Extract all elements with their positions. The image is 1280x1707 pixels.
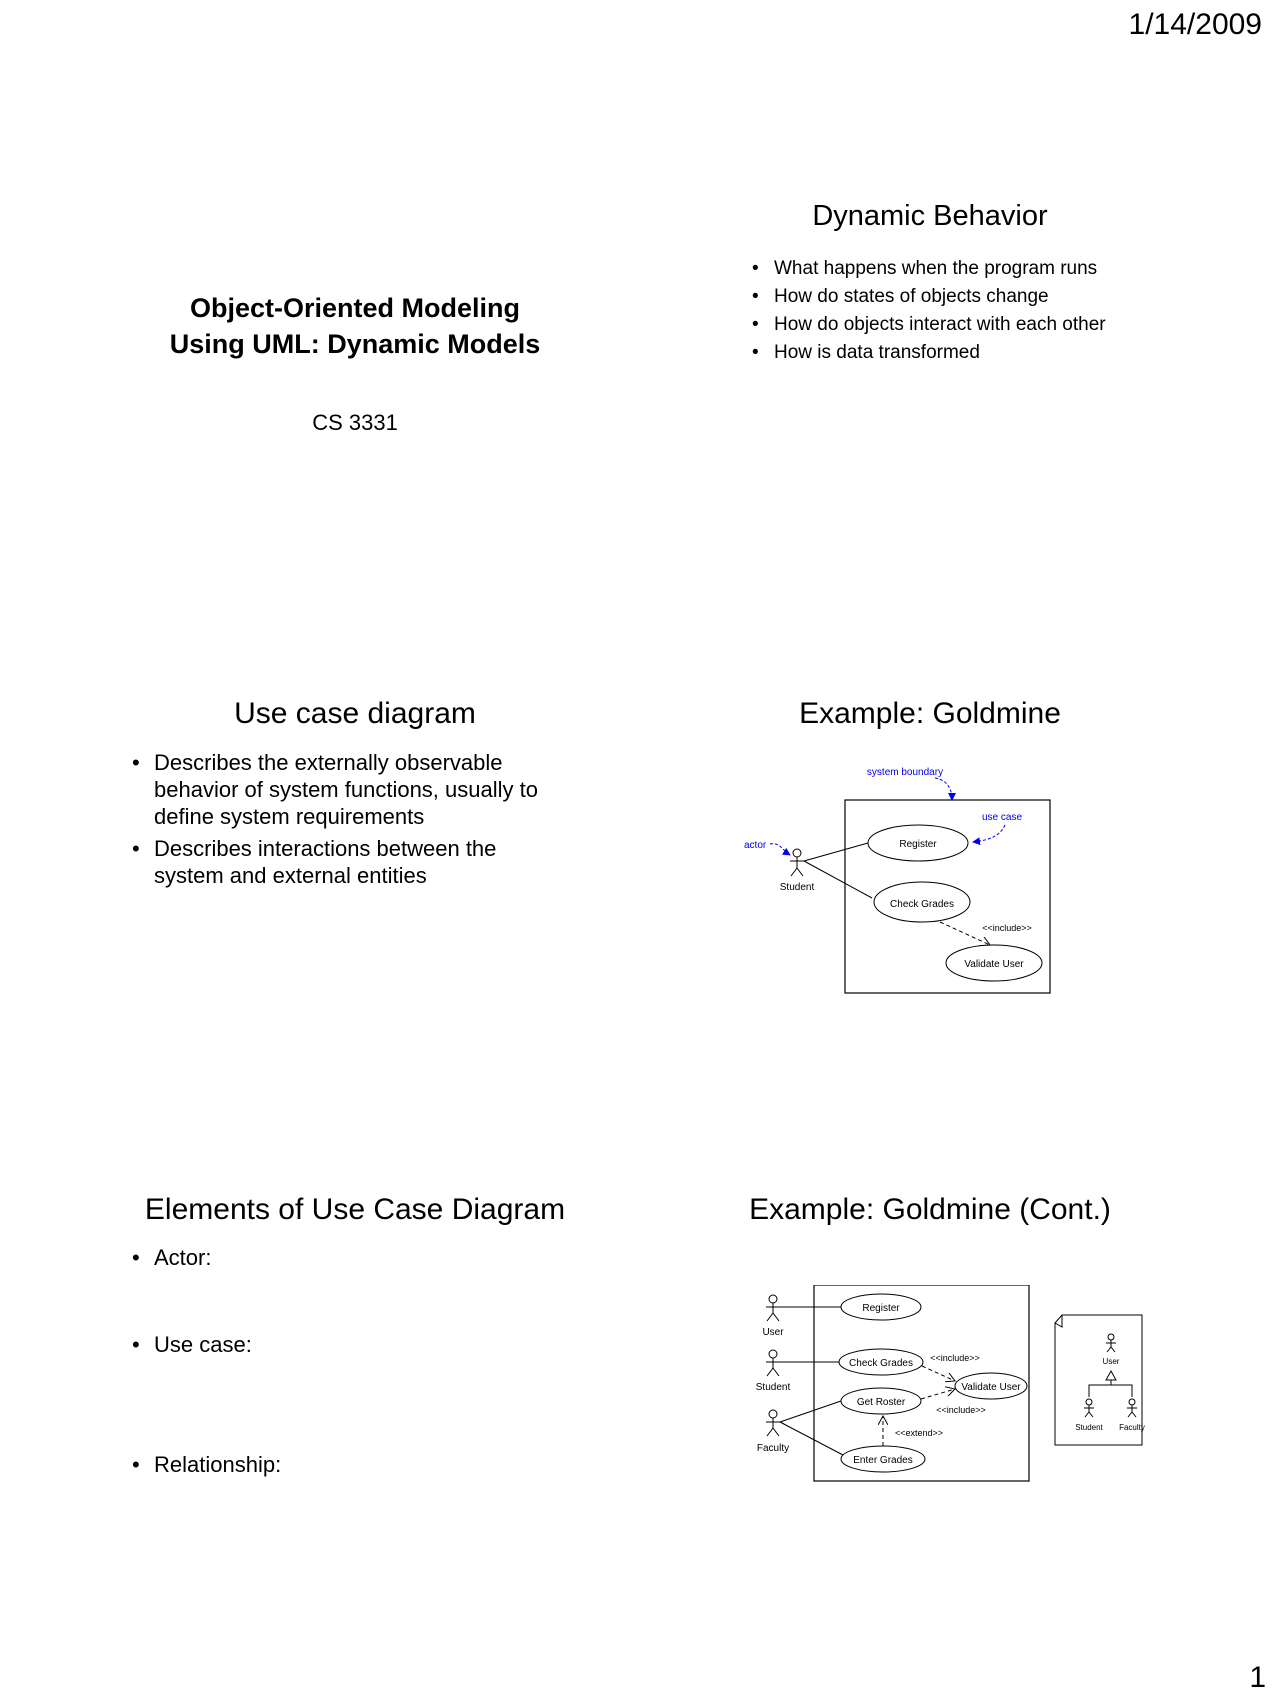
- use-case-label: Get Roster: [856, 1397, 906, 1408]
- use-case-label: Check Grades: [890, 899, 954, 910]
- bullet-list: [132, 1227, 635, 1477]
- use-case-label: Register: [862, 1303, 900, 1314]
- association-line: [780, 1401, 841, 1422]
- slide-heading: Dynamic Behavior: [812, 200, 1048, 232]
- association-line: [804, 843, 868, 861]
- header-date: 1/14/2009: [1128, 8, 1262, 41]
- goldmine-use-case-diagram: [730, 760, 1060, 1000]
- slide-use-case-diagram: [75, 697, 635, 894]
- bullet-item: • How is data transformed: [752, 339, 1210, 367]
- annotation-arrow: [935, 778, 952, 800]
- actor-student: [790, 849, 804, 876]
- bullet-item: • Describes the externally observable behavior of system functions, usually to define system requirements: [132, 749, 552, 830]
- extend-label: <<extend>>: [894, 1428, 944, 1438]
- bullet-list: [752, 255, 1210, 367]
- slide-title-page: [75, 290, 635, 436]
- actor-label: Student: [779, 882, 815, 893]
- use-case-label: Validate User: [961, 1382, 1021, 1393]
- actor-student: [766, 1350, 780, 1376]
- bullet-item: • Describes interactions between the system and external entities: [132, 835, 552, 889]
- slide-elements: [75, 1193, 635, 1477]
- page-number: 1: [1249, 1661, 1266, 1694]
- goldmine-cont-diagram: [755, 1285, 1155, 1495]
- annotation-arrow: [770, 844, 790, 855]
- bullet-item: • Actor:: [132, 1244, 554, 1271]
- slide-heading: Use case diagram: [234, 697, 476, 730]
- use-case-label: Check Grades: [849, 1358, 913, 1369]
- bullet-item: • Use case:: [132, 1331, 554, 1358]
- include-label: <<include>>: [982, 923, 1032, 933]
- bullet-item: • How do objects interact with each other: [752, 311, 1210, 339]
- actor-faculty: [766, 1410, 780, 1436]
- note-actor-label: Faculty: [1119, 1423, 1145, 1432]
- slide-heading: Elements of Use Case Diagram: [144, 1193, 566, 1226]
- use-case-label: Register: [899, 839, 937, 850]
- actor-label: Student: [755, 1382, 791, 1393]
- slide-example-goldmine: [650, 697, 1210, 731]
- use-case-label: Enter Grades: [853, 1455, 913, 1466]
- actor-label: User: [762, 1327, 784, 1338]
- bullet-list: [132, 749, 552, 889]
- slide-heading: Example: Goldmine (Cont.): [749, 1193, 1111, 1226]
- include-arrow: [921, 1389, 955, 1399]
- association-line: [780, 1422, 843, 1455]
- slide-heading: Example: Goldmine: [799, 697, 1061, 730]
- bullet-item: • How do states of objects change: [752, 283, 1210, 311]
- include-label: <<include>>: [936, 1405, 986, 1415]
- slide-dynamic-behavior: [650, 200, 1210, 367]
- title-line-2: Using UML: Dynamic Models: [169, 329, 541, 359]
- use-case-label: Validate User: [964, 959, 1024, 970]
- slide-example-goldmine-cont: [650, 1193, 1210, 1227]
- bullet-item: • What happens when the program runs: [752, 255, 1210, 283]
- annotation-actor: actor: [744, 840, 767, 851]
- note-actor-label: User: [1102, 1357, 1120, 1366]
- annotation-system-boundary: system boundary: [866, 767, 944, 778]
- note-actor-label: Student: [1075, 1423, 1103, 1432]
- actor-user: [766, 1295, 780, 1321]
- include-arrow: [922, 1366, 955, 1381]
- course-code: CS 3331: [312, 410, 398, 435]
- include-label: <<include>>: [930, 1353, 980, 1363]
- actor-label: Faculty: [756, 1443, 790, 1454]
- annotation-use-case: use case: [981, 812, 1023, 823]
- title-line-1: Object-Oriented Modeling: [189, 293, 520, 323]
- annotation-arrow: [973, 825, 1005, 842]
- bullet-item: • Relationship:: [132, 1451, 554, 1478]
